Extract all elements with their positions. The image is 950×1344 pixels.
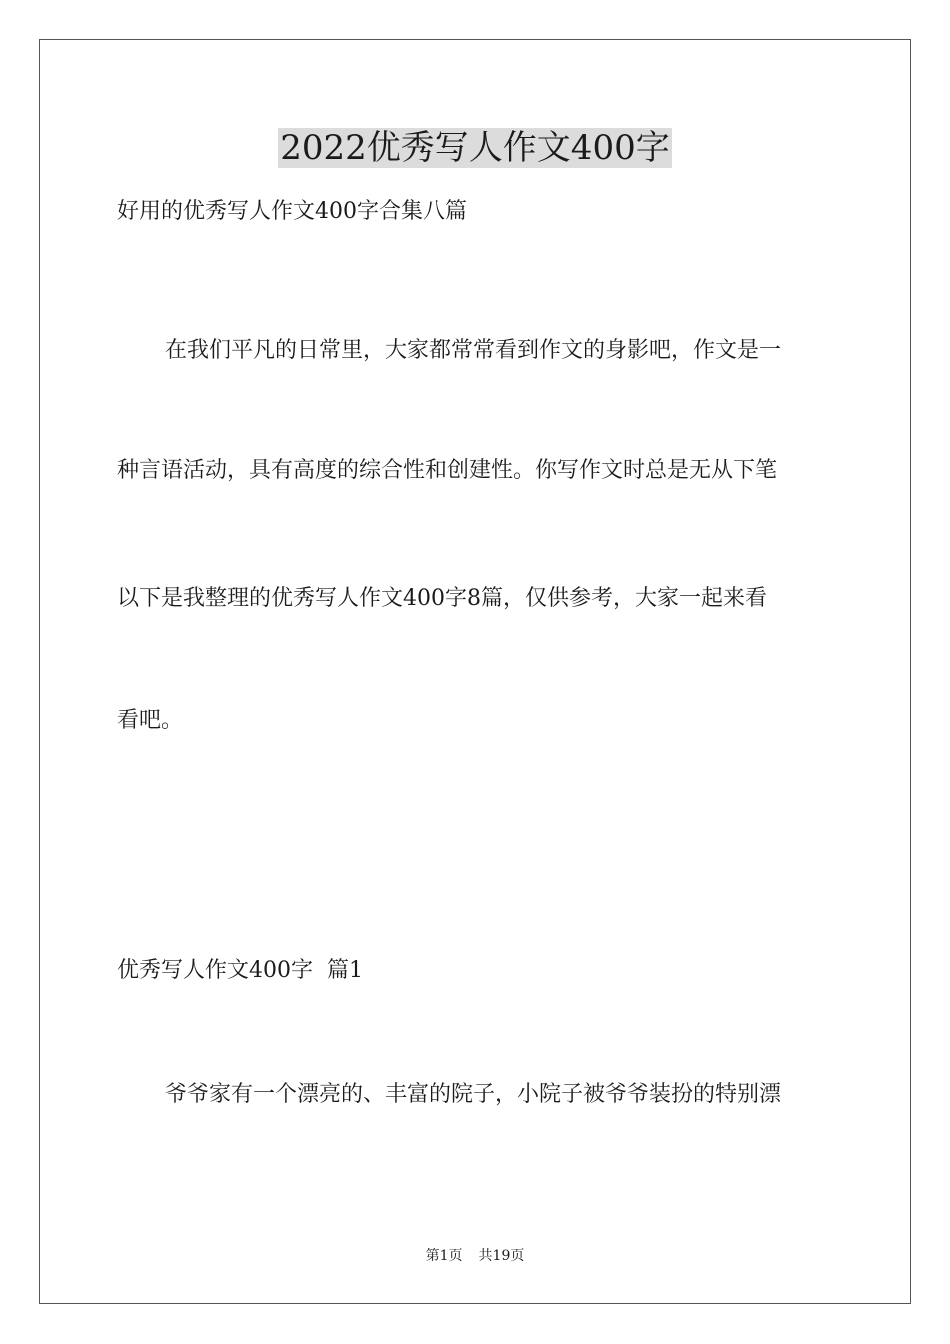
intro-line-4: 看吧。 xyxy=(117,708,184,733)
document-title xyxy=(0,126,950,170)
footer-page-current: 第1页 xyxy=(425,1248,463,1264)
intro-line-2: 种言语活动，具有高度的综合性和创建性。你写作文时总是无从下笔 xyxy=(117,458,778,483)
page-frame xyxy=(39,39,911,1304)
footer-page-total: 共19页 xyxy=(478,1248,525,1264)
page-footer xyxy=(0,1247,950,1265)
intro-line-1: 在我们平凡的日常里，大家都常常看到作文的身影吧，作文是一 xyxy=(165,338,782,363)
section-heading: 优秀写人作文400字 篇1 xyxy=(117,958,363,983)
section-line-1: 爷爷家有一个漂亮的、丰富的院子，小院子被爷爷装扮的特别漂 xyxy=(165,1082,782,1107)
document-subtitle: 好用的优秀写人作文400字合集八篇 xyxy=(117,199,467,224)
document-title-text: 2022优秀写人作文400字 xyxy=(280,128,670,168)
intro-line-3: 以下是我整理的优秀写人作文400字8篇，仅供参考，大家一起来看 xyxy=(117,586,767,611)
